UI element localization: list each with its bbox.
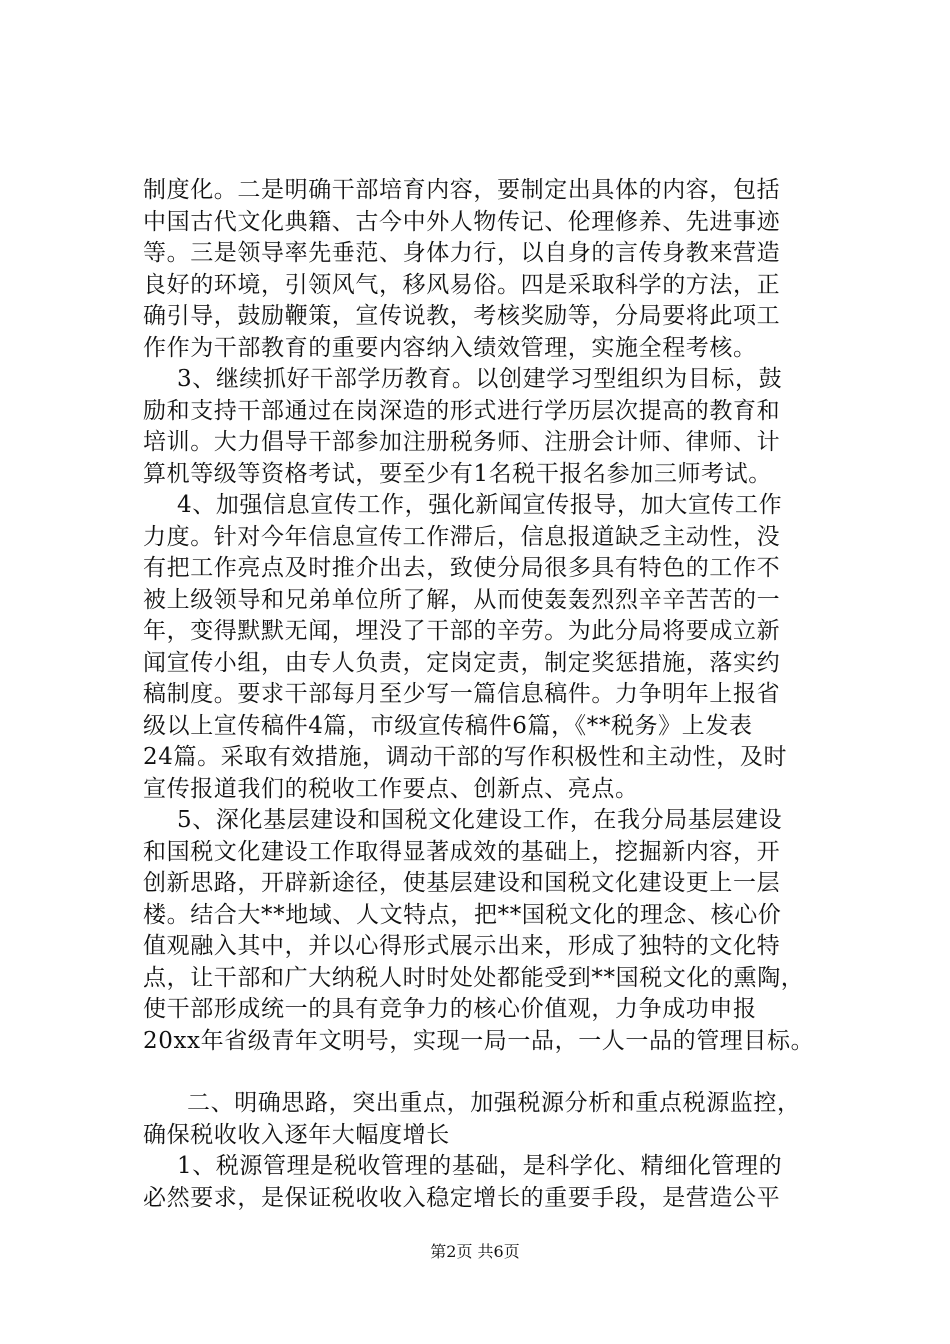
paragraph-5-first-line: 5、深化基层建设和国税文化建设工作，在我分局基层建设 xyxy=(177,807,783,833)
text-line: 创新思路，开辟新途径，使基层建设和国税文化建设更上一层 xyxy=(143,870,781,896)
text-line: 励和支持干部通过在岗深造的形式进行学历层次提高的教育和 xyxy=(143,397,781,424)
text-line: 使干部形成统一的具有竞争力的核心价值观，力争成功申报 xyxy=(143,996,757,1022)
text-line: 20xx年省级青年文明号，实现一局一品，一人一品的管理目标。 xyxy=(143,1027,815,1054)
text-line: 有把工作亮点及时推介出去，致使分局很多具有特色的工作不 xyxy=(143,555,781,581)
text-line: 力度。针对今年信息宣传工作滞后，信息报道缺乏主动性，没 xyxy=(143,523,781,550)
text-line: 必然要求，是保证税收收入稳定增长的重要手段，是营造公平 xyxy=(143,1184,781,1211)
page-number-footer: 第2页 共6页 xyxy=(430,1242,520,1261)
text-line: 良好的环境，引领风气，移风易俗。四是采取科学的方法，正 xyxy=(143,271,781,298)
text-line: 年，变得默默无闻，埋没了干部的辛劳。为此分局将要成立新 xyxy=(143,618,781,644)
text-line: 稿制度。要求干部每月至少写一篇信息稿件。力争明年上报省 xyxy=(143,681,781,707)
text-line: 楼。结合大**地域、人文特点，把**国税文化的理念、核心价 xyxy=(143,901,782,928)
section-heading-continued: 确保税收收入逐年大幅度增长 xyxy=(143,1121,450,1148)
document-body xyxy=(143,175,863,1214)
text-line: 培训。大力倡导干部参加注册税务师、注册会计师、律师、计 xyxy=(143,429,781,455)
paragraph-gap xyxy=(143,1057,863,1088)
paragraph-4-first-line: 4、加强信息宣传工作，强化新闻宣传报导，加大宣传工作 xyxy=(177,492,783,518)
text-line: 闻宣传小组，由专人负责，定岗定责，制定奖惩措施，落实约 xyxy=(143,649,781,676)
text-line: 和国税文化建设工作取得显著成效的基础上，挖掘新内容，开 xyxy=(143,838,781,865)
section-heading: 二、明确思路，突出重点，加强税源分析和重点税源监控， xyxy=(187,1090,801,1116)
text-line: 被上级领导和兄弟单位所了解，从而使轰轰烈烈辛辛苦苦的一 xyxy=(143,586,781,613)
text-line: 确引导，鼓励鞭策，宣传说教，考核奖励等，分局要将此项工 xyxy=(143,303,781,329)
text-line: 作作为干部教育的重要内容纳入绩效管理，实施全程考核。 xyxy=(143,334,757,361)
text-line: 中国古代文化典籍、古今中外人物传记、伦理修养、先进事迹 xyxy=(143,208,781,235)
text-line: 级以上宣传稿件4篇，市级宣传稿件6篇，《**税务》上发表 xyxy=(143,712,753,739)
text-line: 24篇。采取有效措施，调动干部的写作积极性和主动性，及时 xyxy=(143,744,788,770)
text-line: 算机等级等资格考试，要至少有1名税干报名参加三师考试。 xyxy=(143,460,772,487)
paragraph-1-first-line: 1、税源管理是税收管理的基础，是科学化、精细化管理的 xyxy=(177,1153,783,1179)
text-line: 等。三是领导率先垂范、身体力行，以自身的言传身教来营造 xyxy=(143,240,781,266)
text-line: 点，让干部和广大纳税人时时处处都能受到**国税文化的熏陶， xyxy=(143,964,805,991)
text-line: 宣传报道我们的税收工作要点、创新点、亮点。 xyxy=(143,775,639,802)
paragraph-3-first-line: 3、继续抓好干部学历教育。以创建学习型组织为目标，鼓 xyxy=(177,366,783,392)
text-line: 值观融入其中，并以心得形式展示出来，形成了独特的文化特 xyxy=(143,933,781,959)
text-line: 制度化。二是明确干部培育内容，要制定出具体的内容，包括 xyxy=(143,177,781,203)
